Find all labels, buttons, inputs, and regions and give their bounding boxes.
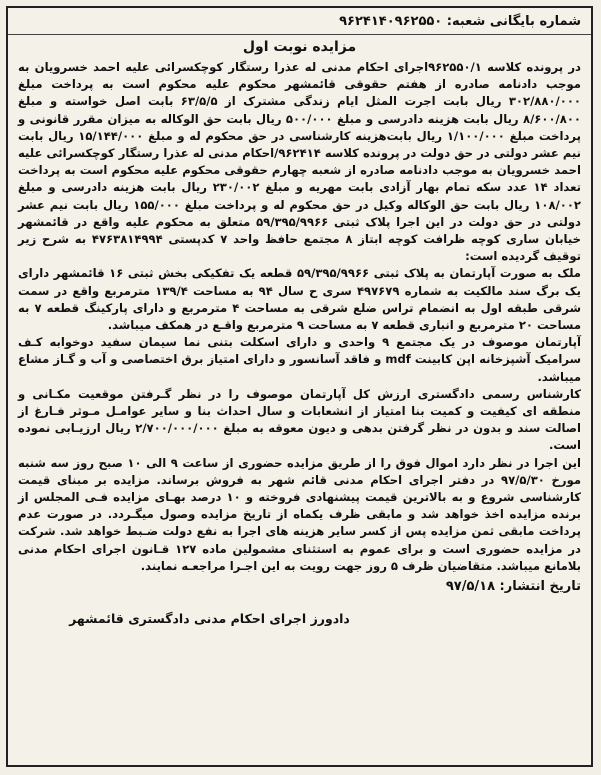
paragraph-apartment-features: آپارتمان موصوف در یک مجتمع ۹ واحدی و دارای اسکلت بتنی نما سیمان سفید دوخوابه کـف سرامیک آشپزخانه اپن کابینت mdf و فاقد آسانسور و دارای امتیاز برق اختصاصی و آب و گـاز مشاع میباشد. — [18, 335, 581, 384]
archive-number: شماره بایگانی شعبه: ۹۶۲۴۱۴۰۹۶۲۵۵۰ — [8, 12, 591, 35]
legal-notice — [6, 6, 593, 767]
paragraph-auction-terms: این اجرا در نظر دارد اموال فوق را از طریق مزایده حضوری از ساعت ۹ الی ۱۰ صبح روز سه شنبه مورخ ۹۷/۵/۳۰ در دفتر اجرای احکام مدنی قائم شهر به فروش برساند. مزایده بر مبنای قیمت کارشناسی شروع و به بالاترین قیمت پیشنهادی فروخته و ۱۰ درصد بهـای مزایده فـی المجلس از برنده مزایده اخذ خواهد شد و مابقی ظرف یکماه از تاریخ مزایده وصول میگـردد. در صورت عدم پرداخت مابقی ثمن مزایده پس از کسر سایر هزینه های اجرا به نفع دولت ضـبط خواهد شد. شرکت در مزایده حضوری است و برای عموم به استثنای مشمولین ماده ۱۲۷ قـانون اجرای احکام مدنی بلامانع میباشد. متقاضیان ظرف ۵ روز جهت رویت به این اجـرا مراجعـه نمایند. — [18, 455, 582, 573]
signature: دادورز اجرای احکام مدنی دادگستری قائمشهر — [69, 611, 350, 627]
paragraph-case-details: در پرونده کلاسه ۹۶۲۵۵۰/۱اجرای احکام مدنی له عذرا رستگار کوچکسرائی علیه احمد خسرویان به موجب دادنامه صادره از هفتم حقوقی قائمشهر محکوم علیه محکوم است به پرداخت مبلغ ۳۰۲/۸۸۰/۰۰۰ ریال بابت اجرت المثل ایام زندگی مشترک از ۶۳/۵/۵ بابت اصل خواسته و مبلغ ۸/۶۰۰/۸۰۰ ریال بابت هزینه دادرسی و مبلغ ۵۰۰/۰۰۰ ریال بابت حق الوکاله به میزان مقرر قانونی و پرداخت مبلغ ۱/۱۰۰/۰۰۰ ریال بابت‌هزینه کارشناسی در حق محکوم له و مبلغ ۱۵/۱۴۴/۰۰۰ ریال بابت نیم عشر دولتی در حق دولت در پرونده کلاسه ۹۶۲۴۱۴/احکام مدنی له عذرا رستگار کوچکسرائی علیه احمد خسرویان به موجب دادنامه صادره از شعبه چهارم حقوقی محکوم علیه محکوم است به پرداخت تعداد ۱۴ عدد سکه تمام بهار آزادی بابت مهریه و مبلغ ۲۳۰/۰۰۲ ریال بابت هزینه دادرسی و مبلغ ۱۰۸/۰۰۲ ریال بابت حق الوکاله وکیل در حق محکوم له و پرداخت مبلغ ۱۵۵/۰۰۰ ریال بابت نیم عشر دولتی در حق دولت در این اجرا پلاک ثبتی ۵۹/۳۹۵/۹۹۶۶ متعلق به محکوم علیه واقع در قائمشهر خیابان ساری کوچه ظرافت کوچه ابتاز ۸ مجتمع حافظ واحد ۷ کدپستی ۴۷۶۳۸۱۴۹۹۴ به شرح زیر توقیف گردیده است: — [18, 60, 582, 264]
notice-title: مزایده نوبت اول — [242, 39, 357, 55]
paragraph-valuation: کارشناس رسمی دادگستری ارزش کل آپارتمان موصوف را در نظر گـرفتن موقعیت مکـانی و منطقه ای کیفیت و کمیت بنا امتیاز از انشعابات و سال احداث بنا و سایر عوامـل مـوثر فـارغ از اصالت سند و بدون در نظر گرفتن بدهی و دیون معوقه به مبلغ ۲/۷۰۰/۰۰۰/۰۰۰ ریال ارزیـابی نموده است. — [18, 386, 581, 453]
paragraph-property-description: ملک به صورت آپارتمان به پلاک ثبتی ۵۹/۳۹۵/۹۹۶۶ قطعه یک تفکیکی بخش ثبتی ۱۶ قائمشهر دارای یک برگ سند مالکیت به شماره ۴۹۷۶۷۹ سری ح سال ۹۴ به مساحت ۱۳۹/۴ مترمربع واقع در سمت شرقی طبقه اول به انضمام تراس ضلع شرقی به مساحت ۴ مترمربع و دارای پارکینگ قطعه ۷ به مساحت ۲۰ مترمربع و انباری قطعه ۷ به مساحت ۹ مترمربع واقـع در همکف میباشد. — [18, 266, 582, 333]
publish-date: تاریخ انتشار: ۹۷/۵/۱۸ — [445, 579, 581, 595]
